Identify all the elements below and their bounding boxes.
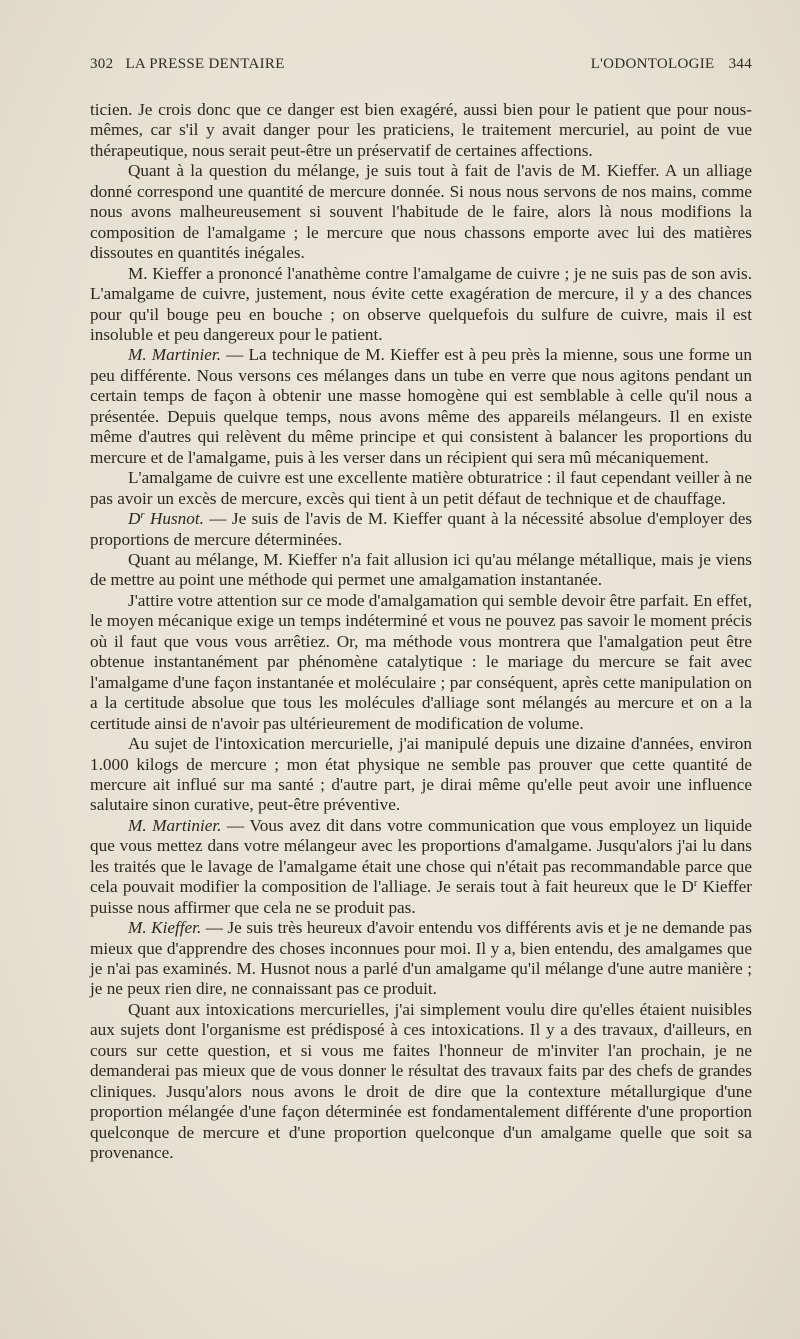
- paragraph-text: Quant aux intoxications mercurielles, j'ai simplement voulu dire qu'elles étaient nuisibles aux sujets dont l'organisme est prédisposé à ces intoxications. Il y a des travaux, d'ailleurs, en cours sur cette question, et si vous me faites l'honneur de m'inviter l'an prochain, je ne demanderai pas mieux que de vous donner le résultat des travaux faits par des chefs de grandes cliniques. Jusqu'alors nous avons le droit de dire que la contexture métallurgique d'une proportion mélangée d'une façon déterminée est fondamentalement différente d'une proportion quelconque de mercure et d'une proportion quelconque d'un amalgame quelle que soit sa provenance.: [90, 999, 752, 1163]
- speaker-name: M. Martinier.: [128, 815, 222, 835]
- title-sup: r: [693, 878, 698, 890]
- paragraph: [90, 550, 752, 591]
- header-right: [591, 56, 752, 73]
- header-left: [90, 56, 285, 73]
- paragraph: [90, 816, 752, 918]
- paragraph: [90, 591, 752, 734]
- speaker-name: [128, 509, 204, 528]
- speaker-title-sup: r: [140, 510, 145, 522]
- paragraph: [90, 264, 752, 346]
- paragraph: [90, 1000, 752, 1164]
- paragraph-text: Au sujet de l'intoxication mercurielle, j'ai manipulé depuis une dizaine d'années, environ 1.000 kilogs de mercure ; mon état physique ne semble pas prouver que cette quantité de mercure ait influé sur ma santé ; d'autre part, je dirai même qu'elle peut avoir une influence salutaire sinon curative, peut-être préventive.: [90, 734, 752, 815]
- paragraph: [90, 468, 752, 509]
- paragraph-text: Quant à la question du mélange, je suis tout à fait de l'avis de M. Kieffer. A un alliage donné correspond une quantité de mercure donnée. Si nous nous servons de nos mains, comme nous avons malheureusement si souvent l'habitude de le faire, alors là nous modifions la composition de l'amalgame ; le mercure que nous chassons emporte avec lui des matières dissoutes en quantités inégales.: [90, 161, 752, 263]
- paragraph-text: — La technique de M. Kieffer est à peu près la mienne, sous une forme un peu différente. Nous versons ces mélanges dans un tube en verre que nous agitons pendant un certain temps de façon à obtenir une masse homogène qui est semblable à celle qu'il nous a présentée. Depuis quelque temps, nous avons même des appareils mélangeurs. Il en existe même d'autres qui relèvent du même principe et qui consistent à balancer les proportions du mercure et de l'amalgame, puis à les verser dans un récipient qui sera mû mécaniquement.: [90, 345, 752, 467]
- paragraph-text: L'amalgame de cuivre est une excellente matière obturatrice : il faut cependant veiller à ne pas avoir un excès de mercure, excès qui tient à un petit défaut de technique et de chauffage.: [90, 468, 752, 508]
- right-page-number: 344: [728, 56, 752, 72]
- paragraph-text: ticien. Je crois donc que ce danger est bien exagéré, aussi bien pour le patient que pour nous-mêmes, car s'il y avait danger pour les praticiens, le traitement mercuriel, au point de vue thérapeutique, nous serait peut-être un préservatif de certaines affections.: [90, 100, 752, 160]
- paragraph-text: — Je suis très heureux d'avoir entendu vos différents avis et je ne demande pas mieux que d'apprendre des choses inconnues pour moi. Il y a, bien entendu, des amalgames que je n'ai pas examinés. M. Husnot nous a parlé d'un amalgame qu'il mélange d'une autre manière ; je ne peux rien dire, ne connaissant pas ce produit.: [90, 918, 752, 999]
- speaker-name: M. Kieffer.: [128, 918, 202, 938]
- speaker-title: D: [128, 509, 141, 529]
- paragraph: [90, 918, 752, 1000]
- paragraph-text: J'attire votre attention sur ce mode d'amalgamation qui semble devoir être parfait. En effet, le moyen mécanique exige un temps indéterminé et vous ne pouvez pas savoir le moment précis où il faut que vous vous arrêtiez. Or, ma méthode vous montrera que l'amalgation peut être obtenue instantanément par phénomène catalytique : le mariage du mercure se fait avec l'amalgame d'une façon instantanée et moléculaire ; par conséquent, après cette manipulation on a la certitude absolue que tous les molécules d'alliage sont mélangés au mercure et on a la certitude ainsi de n'avoir pas ultérieurement de modification de volume.: [90, 590, 752, 733]
- paragraph-text: — Vous avez dit dans votre communication que vous employez un liquide que vous mettez dans votre mélangeur avec les proportions d'amalgame. Jusqu'alors j'ai lu dans les traités que le lavage de l'amalgame était une chose qui n'était pas recommandable parce que cela pouvait modifier la composition de l'alliage. Je serais tout à fait heureux que le D: [90, 815, 752, 897]
- paragraph: [90, 509, 752, 550]
- speaker-surname: Husnot.: [149, 509, 204, 529]
- journal-title-left: LA PRESSE DENTAIRE: [125, 56, 285, 72]
- paragraph: [90, 734, 752, 816]
- journal-title-right: L'ODONTOLOGIE: [590, 56, 715, 72]
- paragraph: [90, 100, 752, 161]
- paragraph-text: Quant au mélange, M. Kieffer n'a fait allusion ici qu'au mélange métallique, mais je viens de mettre au point une méthode qui permet une amalgamation instantanée.: [90, 549, 752, 590]
- paragraph-text-tail: Kieffer puisse nous affirmer que cela ne se produit pas.: [90, 877, 753, 917]
- paragraph-text: M. Kieffer a prononcé l'anathème contre l'amalgame de cuivre ; je ne suis pas de son avis. L'amalgame de cuivre, justement, nous évite cette exagération de mercure, il y a des chances pour qu'il bouge peu en bouche ; on observe quelquefois du sulfure de cuivre, mais il est insoluble et peu dangereux pour le patient.: [90, 263, 752, 344]
- paragraph-text: — Je suis de l'avis de M. Kieffer quant à la nécessité absolue d'employer des proportions de mercure déterminées.: [90, 509, 753, 549]
- left-page-number: 302: [90, 56, 114, 72]
- paragraph: [90, 161, 752, 263]
- article-body: [90, 100, 752, 1164]
- paragraph: [90, 345, 752, 468]
- speaker-name: M. Martinier.: [128, 345, 222, 365]
